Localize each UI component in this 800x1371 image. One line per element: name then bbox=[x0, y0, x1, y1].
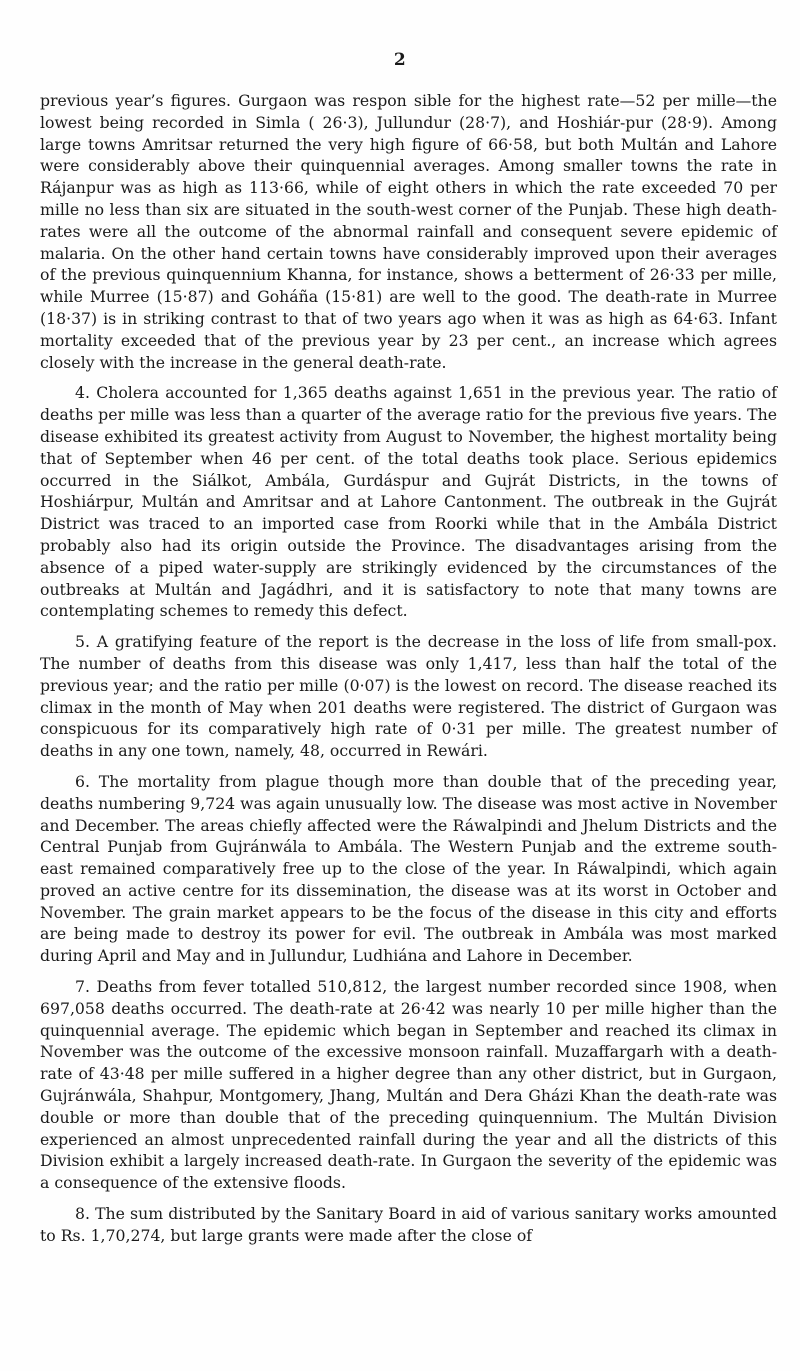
paragraph-intro: previous year’s figures. Gurgaon was respon sible for the highest rate—52 per mille—the lowest being recorded in Simla ( 26·3), Jullundur (28·7), and Hoshiár-pur (28·9). Among large towns Amritsar returned the very high figure of 66·58, but both Multán and Lahore were considerably above their quinquennial averages. Among smaller towns the rate in Rájanpur was as high as 113·66, while of eight others in which the rate exceeded 70 per mille no less than six are situated in the south-west corner of the Punjab. These high death-rates were all the outcome of the abnormal rainfall and consequent severe epidemic of malaria. On the other hand certain towns have considerably improved upon their averages of the previous quinquennium Khanna, for instance, shows a betterment of 26·33 per mille, while Murree (15·87) and Goháña (15·81) are well to the good. The death-rate in Murree (18·37) is in striking contrast to that of two years ago when it was as high as 64·63. Infant mortality exceeded that of the previous year by 23 per cent., an increase which agrees closely with the increase in the general death-rate. bbox=[40, 91, 777, 372]
document-body bbox=[40, 90, 777, 1247]
paragraph-sanitary-board: 8. The sum distributed by the Sanitary Board in aid of various sanitary works amounted to Rs. 1,70,274, but large grants were made after the close of bbox=[40, 1204, 777, 1245]
paragraph-fever: 7. Deaths from fever totalled 510,812, the largest number recorded since 1908, when 697,058 deaths occurred. The death-rate at 26·42 was nearly 10 per mille higher than the quinquennial average. The epidemic which began in September and reached its climax in November was the outcome of the excessive monsoon rainfall. Muzaffargarh with a death-rate of 43·48 per mille suffered in a higher degree than any other district, but in Gurgaon, Gujránwála, Shahpur, Montgomery, Jhang, Multán and Dera Gházi Khan the death-rate was double or more than double that of the preceding quinquennium. The Multán Division experienced an almost unprecedented rainfall during the year and all the districts of this Division exhibit a largely increased death-rate. In Gurgaon the severity of the epidemic was a consequence of the extensive floods. bbox=[40, 977, 777, 1193]
page-number: 2 bbox=[393, 50, 407, 70]
paragraph-plague: 6. The mortality from plague though more than double that of the preceding year, deaths numbering 9,724 was again unusually low. The disease was most active in November and December. The areas chiefly affected were the Ráwalpindi and Jhelum Districts and the Central Punjab from Gujránwála to Ambála. The Western Punjab and the extreme south-east remained comparatively free up to the close of the year. In Ráwalpindi, which again proved an active centre for its dissemination, the disease was at its worst in October and November. The grain market appears to be the focus of the disease in this city and efforts are being made to destroy its power for evil. The outbreak in Ambála was most marked during April and May and in Jullundur, Ludhiána and Lahore in December. bbox=[40, 771, 777, 966]
paragraph-small-pox: 5. A gratifying feature of the report is the decrease in the loss of life from small-pox. The number of deaths from this disease was only 1,417, less than half the total of the previous year; and the ratio per mille (0·07) is the lowest on record. The disease reached its climax in the month of May when 201 deaths were registered. The district of Gurgaon was conspicuous for its comparatively high rate of 0·31 per mille. The greatest number of deaths in any one town, namely, 48, occurred in Rewári. bbox=[40, 632, 777, 761]
paragraph-cholera: 4. Cholera accounted for 1,365 deaths against 1,651 in the previous year. The ratio of deaths per mille was less than a quarter of the average ratio for the previous five years. The disease exhibited its greatest activity from August to November, the highest mortality being that of September when 46 per cent. of the total deaths took place. Serious epidemics occurred in the Siálkot, Ambála, Gurdáspur and Gujrát Districts, in the towns of Hoshiárpur, Multán and Amritsar and at Lahore Cantonment. The outbreak in the Gujrát District was traced to an imported case from Roorki while that in the Ambála District probably also had its origin outside the Province. The disadvantages arising from the absence of a piped water-supply are strikingly evidenced by the circumstances of the outbreaks at Multán and Jagádhri, and it is satisfactory to note that many towns are contemplating schemes to remedy this defect. bbox=[40, 383, 777, 621]
